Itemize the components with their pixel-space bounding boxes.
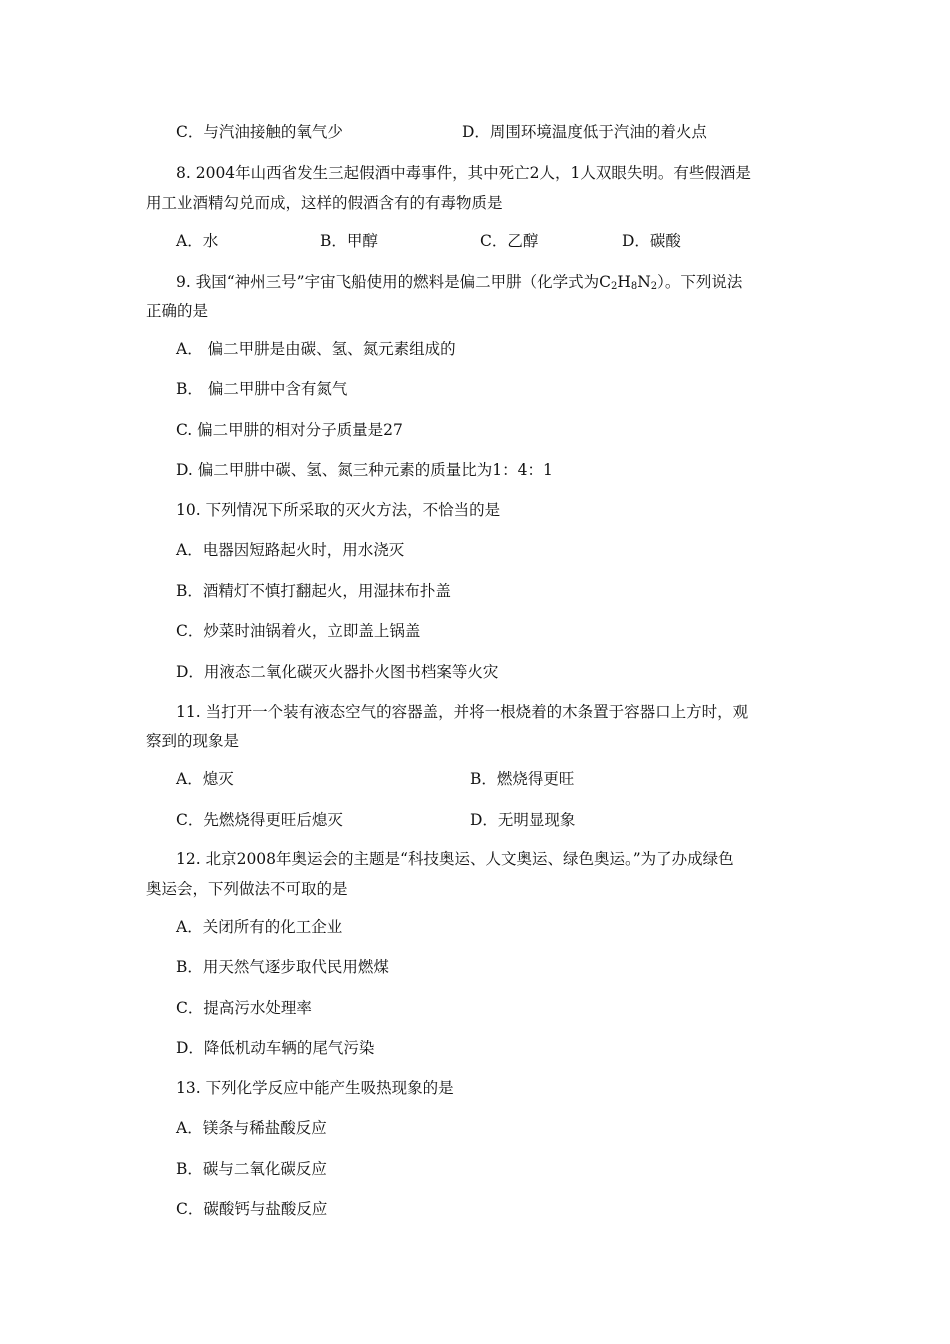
- q9-stem-line1: [176, 272, 742, 292]
- q8-stem-line1: 8. 2004年山西省发生三起假酒中毒事件，其中死亡2人，1人双眼失明。有些假酒是: [176, 164, 751, 182]
- q9-subscript-2: 8: [630, 281, 638, 292]
- q8-stem-line2: 用工业酒精勾兑而成，这样的假酒含有的有毒物质是: [146, 194, 503, 212]
- q13-option-c: C．碳酸钙与盐酸反应: [176, 1200, 328, 1218]
- q11-option-c: C．先燃烧得更旺后熄灭: [176, 811, 343, 829]
- q12-option-d: D．降低机动车辆的尾气污染: [176, 1039, 375, 1057]
- q11-stem-line2: 察到的现象是: [146, 732, 240, 750]
- q9-formula-n: N: [637, 273, 651, 291]
- q9-option-c: C. 偏二甲肼的相对分子质量是27: [176, 421, 403, 439]
- q10-option-b: B．酒精灯不慎打翻起火，用湿抹布扑盖: [176, 582, 451, 600]
- q9-subscript-1: 2: [610, 281, 618, 292]
- q8-option-b: B．甲醇: [320, 232, 378, 250]
- q8-option-d: D．碳酸: [622, 232, 681, 250]
- q9-option-d: D. 偏二甲肼中碳、氢、氮三种元素的质量比为1：4：1: [176, 461, 553, 479]
- q10-option-d: D．用液态二氧化碳灭火器扑火图书档案等火灾: [176, 663, 499, 681]
- q11-stem-line1: 11. 当打开一个装有液态空气的容器盖，并将一根烧着的木条置于容器口上方时，观: [176, 703, 749, 721]
- q11-option-d: D．无明显现象: [470, 811, 576, 829]
- q11-option-a: A．熄灭: [176, 770, 234, 788]
- q8-option-c: C．乙醇: [480, 232, 539, 250]
- q10-stem: 10. 下列情况下所采取的灭火方法，不恰当的是: [176, 501, 501, 519]
- q9-stem-line2: 正确的是: [146, 302, 209, 320]
- q13-stem: 13. 下列化学反应中能产生吸热现象的是: [176, 1079, 454, 1097]
- q12-option-a: A．关闭所有的化工企业: [176, 918, 343, 936]
- q10-option-a: A．电器因短路起火时，用水浇灭: [176, 541, 405, 559]
- q13-option-b: B．碳与二氧化碳反应: [176, 1160, 327, 1178]
- q12-stem-line1: 12. 北京2008年奥运会的主题是“科技奥运、人文奥运、绿色奥运。”为了办成绿色: [176, 850, 734, 868]
- q9-subscript-3: 2: [650, 281, 658, 292]
- q7-option-d: D．周围环境温度低于汽油的着火点: [462, 123, 707, 141]
- q11-option-b: B．燃烧得更旺: [470, 770, 575, 788]
- q12-option-b: B．用天然气逐步取代民用燃煤: [176, 958, 389, 976]
- q9-option-a: A． 偏二甲肼是由碳、氢、氮元素组成的: [176, 340, 456, 358]
- q9-stem-post: ）。下列说法: [657, 273, 743, 291]
- q9-stem-pre: 9. 我国“神州三号”宇宙飞船使用的燃料是偏二甲肼（化学式为C: [176, 273, 611, 291]
- q12-stem-line2: 奥运会，下列做法不可取的是: [146, 880, 348, 898]
- q13-option-a: A．镁条与稀盐酸反应: [176, 1119, 327, 1137]
- q9-formula-h: H: [617, 273, 631, 291]
- q12-option-c: C．提高污水处理率: [176, 999, 312, 1017]
- q7-option-c: C．与汽油接触的氧气少: [176, 123, 343, 141]
- q9-option-b: B． 偏二甲肼中含有氮气: [176, 380, 348, 398]
- q10-option-c: C．炒菜时油锅着火，立即盖上锅盖: [176, 622, 421, 640]
- q8-option-a: A．水: [176, 232, 219, 250]
